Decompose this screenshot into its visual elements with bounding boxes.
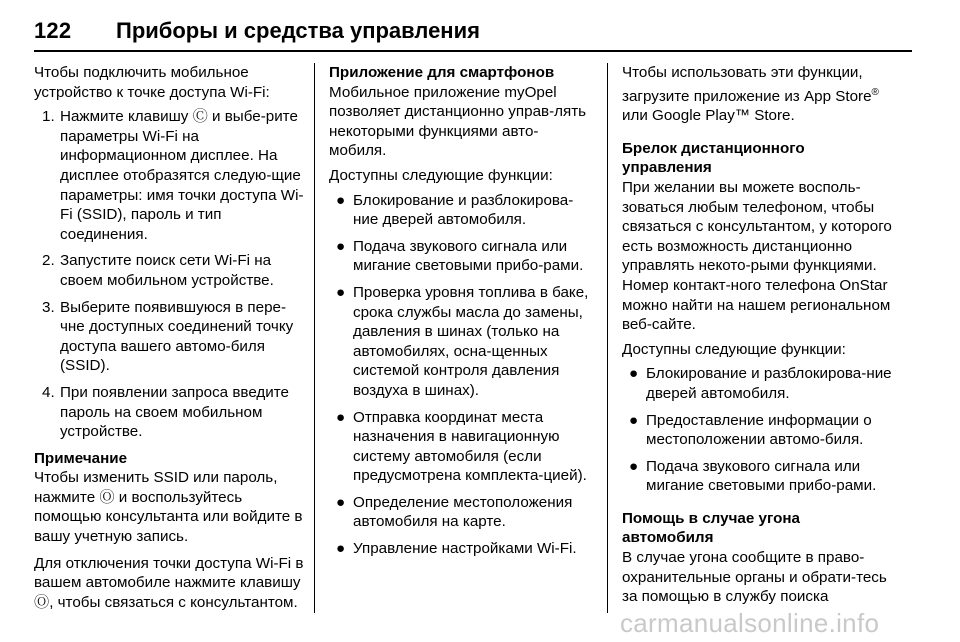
features-lead: Доступны следующие функции: <box>329 166 553 184</box>
app-heading: Приложение для смартфонов <box>329 64 555 81</box>
bullet-icon: ● <box>336 493 346 511</box>
column-middle <box>329 63 593 566</box>
list-item <box>622 364 892 403</box>
list-item <box>622 411 892 450</box>
registered-mark: ® <box>871 86 879 98</box>
fob-features-list <box>622 364 892 496</box>
download-text-a: Чтобы использовать эти функции, загрузите приложение из App Store <box>622 64 872 105</box>
page-title: Приборы и средства управления <box>116 18 480 43</box>
column-divider-2 <box>607 63 608 613</box>
bullet-icon: ● <box>629 411 639 429</box>
list-item-text: Определение местоположения автомобиля на карте. <box>353 493 573 531</box>
step-item <box>34 383 306 442</box>
step-text: Нажмите клавишу Ⓒ и выбе-рите параметры Wi-Fi на информационном дисплее. На дисплее отобразятся следую-щие параметры: имя точки доступа Wi-Fi (SSID), пароль и тип соединения. <box>60 108 304 243</box>
download-text-b: или Google Play™ Store. <box>622 107 795 125</box>
disconnect-text: Для отключения точки доступа Wi-Fi в вашем автомобиле нажмите клавишу Ⓞ, чтобы связаться с консультантом. <box>34 554 304 611</box>
wifi-steps <box>34 107 306 442</box>
bullet-icon: ● <box>336 237 346 255</box>
list-item <box>329 408 593 486</box>
bullet-icon: ● <box>336 540 346 558</box>
list-item <box>329 237 593 276</box>
list-item-text: Подача звукового сигнала или мигание световыми прибо-рами. <box>353 237 584 275</box>
theft-text: В случае угона сообщите в право-охранительные органы и обрати-тесь за помощью в службу поиска <box>622 549 887 606</box>
theft-heading: Помощь в случае угона автомобиля <box>622 509 800 547</box>
fob-heading: Брелок дистанционного управления <box>622 139 805 177</box>
list-item-text: Предоставление информации о местоположении автомо-биля. <box>646 411 872 449</box>
bullet-icon: ● <box>336 408 346 426</box>
step-number: 4. <box>42 383 55 401</box>
bullet-icon: ● <box>629 457 639 475</box>
note-text: Чтобы изменить SSID или пароль, нажмите Ⓞ и воспользуйтесь помощью консультанта или войдите в вашу учетную запись. <box>34 469 303 546</box>
column-divider-1 <box>314 63 315 613</box>
fob-text: При желании вы можете восполь-зоваться любым телефоном, чтобы связаться с консультантом, у которого есть возможность дистанционно управлять некото-рыми функциями. Номер контакт-ного телефона OnStar можно найти на нашем региональном веб-сайте. <box>622 178 892 334</box>
list-item-text: Блокирование и разблокирова-ние дверей автомобиля. <box>353 191 574 229</box>
list-item-text: Проверка уровня топлива в баке, срока службы масла до замены, давления в шинах (только на автомобилях, осна-щенных системой контроля давления воздуха в шинах). <box>353 283 589 399</box>
step-text: Запустите поиск сети Wi-Fi на своем мобильном устройстве. <box>60 252 274 289</box>
step-text: При появлении запроса введите пароль на своем мобильном устройстве. <box>60 383 290 441</box>
header-rule <box>34 50 912 52</box>
list-item-text: Управление настройками Wi-Fi. <box>353 540 577 558</box>
watermark: carmanualsonline.info <box>620 608 880 638</box>
list-item <box>329 191 593 230</box>
list-item <box>622 457 892 496</box>
step-number: 3. <box>42 298 55 316</box>
page-header <box>34 18 912 52</box>
step-item <box>34 251 306 290</box>
note-heading: Примечание <box>34 449 128 467</box>
app-intro: Мобильное приложение myOpel позволяет дистанционно управ-лять некоторыми функциями авто-мобиля. <box>329 83 587 160</box>
list-item-text: Отправка координат места назначения в навигационную систему автомобиля (если предусмотрена комплекта-цией). <box>353 408 587 485</box>
bullet-icon: ● <box>336 283 346 301</box>
wifi-intro: Чтобы подключить мобильное устройство к точке доступа Wi-Fi: <box>34 64 270 101</box>
note-block <box>34 449 306 547</box>
step-number: 2. <box>42 252 55 270</box>
bullet-icon: ● <box>629 365 639 383</box>
step-number: 1. <box>42 108 55 126</box>
list-item <box>329 283 593 401</box>
page-number: 122 <box>34 18 72 43</box>
step-item <box>34 107 306 244</box>
features-lead: Доступны следующие функции: <box>622 340 846 358</box>
app-features-list <box>329 191 593 559</box>
list-item <box>329 539 593 559</box>
step-item <box>34 298 306 376</box>
column-right <box>622 63 892 612</box>
list-item <box>329 493 593 532</box>
column-left <box>34 63 306 617</box>
list-item-text: Блокирование и разблокирова-ние дверей автомобиля. <box>646 365 892 402</box>
step-text: Выберите появившуюся в пере-чне доступных соединений точку доступа вашего автомо-биля (SSID). <box>60 298 294 375</box>
list-item-text: Подача звукового сигнала или мигание световыми прибо-рами. <box>646 457 877 495</box>
download-text <box>622 63 892 126</box>
bullet-icon: ● <box>336 191 346 209</box>
